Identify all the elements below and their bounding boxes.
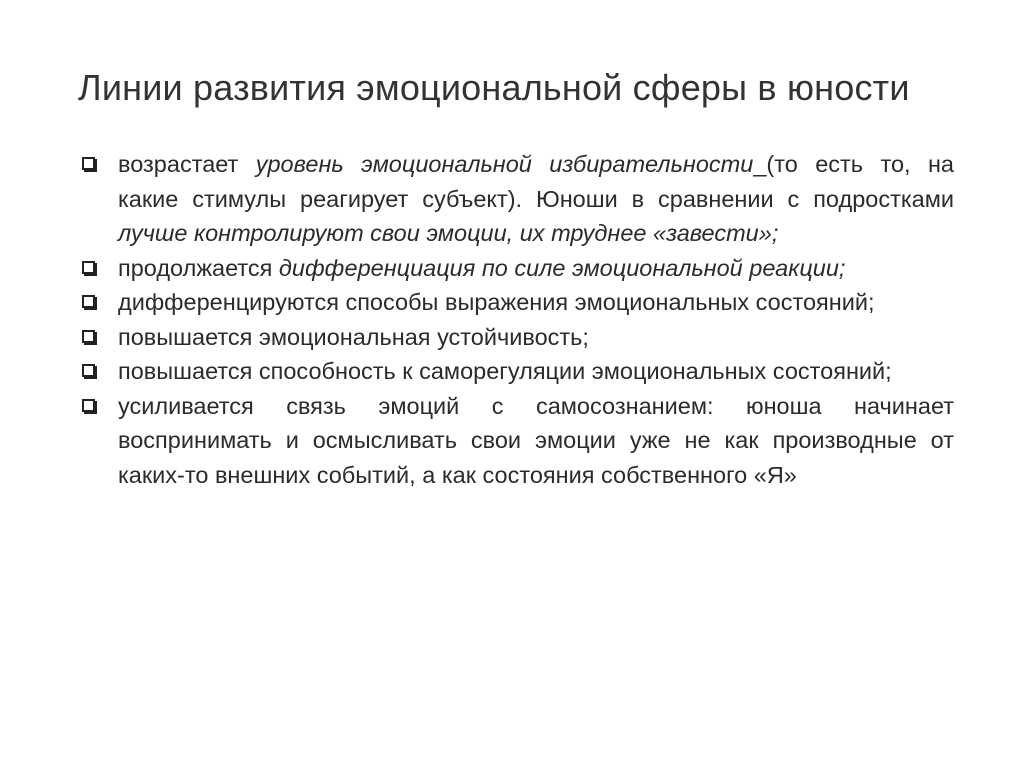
bullet-text-part: _(то есть то, на какие стимулы реагирует субъект). Юноши в сравнении с подростками <box>118 151 954 212</box>
bullet-list <box>82 147 954 492</box>
checkbox-icon <box>82 330 95 343</box>
bullet-item <box>82 354 954 389</box>
bullet-text-part-italic: уровень эмоциональной избирательности <box>255 151 754 177</box>
bullet-text-part: дифференцируются способы выражения эмоциональных состояний; <box>118 289 875 315</box>
bullet-text-part-italic: дифференциация по силе эмоциональной реакции; <box>278 254 846 281</box>
bullet-text-part-italic: лучше контролируют свои эмоции, их труднее «завести»; <box>118 220 779 246</box>
bullet-item <box>82 147 954 251</box>
bullet-text-part: возрастает <box>118 151 256 177</box>
checkbox-icon <box>82 157 95 170</box>
bullet-item <box>82 251 954 286</box>
bullet-text-part: продолжается <box>118 254 279 281</box>
bullet-item <box>82 389 954 493</box>
bullet-text-part: повышается эмоциональная устойчивость; <box>118 323 589 350</box>
bullet-item <box>82 320 954 355</box>
checkbox-icon <box>82 261 95 274</box>
slide-title: Линии развития эмоциональной сферы в юности <box>78 67 910 108</box>
checkbox-icon <box>82 364 95 377</box>
bullet-item <box>82 285 954 320</box>
bullet-text-part: усиливается связь эмоций с самосознанием: юноша начинает воспринимать и осмысливать свои эмоции уже не как производные от каких-то внешних событий, а как состояния собственного «Я» <box>118 392 954 488</box>
checkbox-icon <box>82 295 95 308</box>
bullet-text-part: повышается способность к саморегуляции эмоциональных состояний; <box>118 358 892 384</box>
checkbox-icon <box>82 399 95 412</box>
